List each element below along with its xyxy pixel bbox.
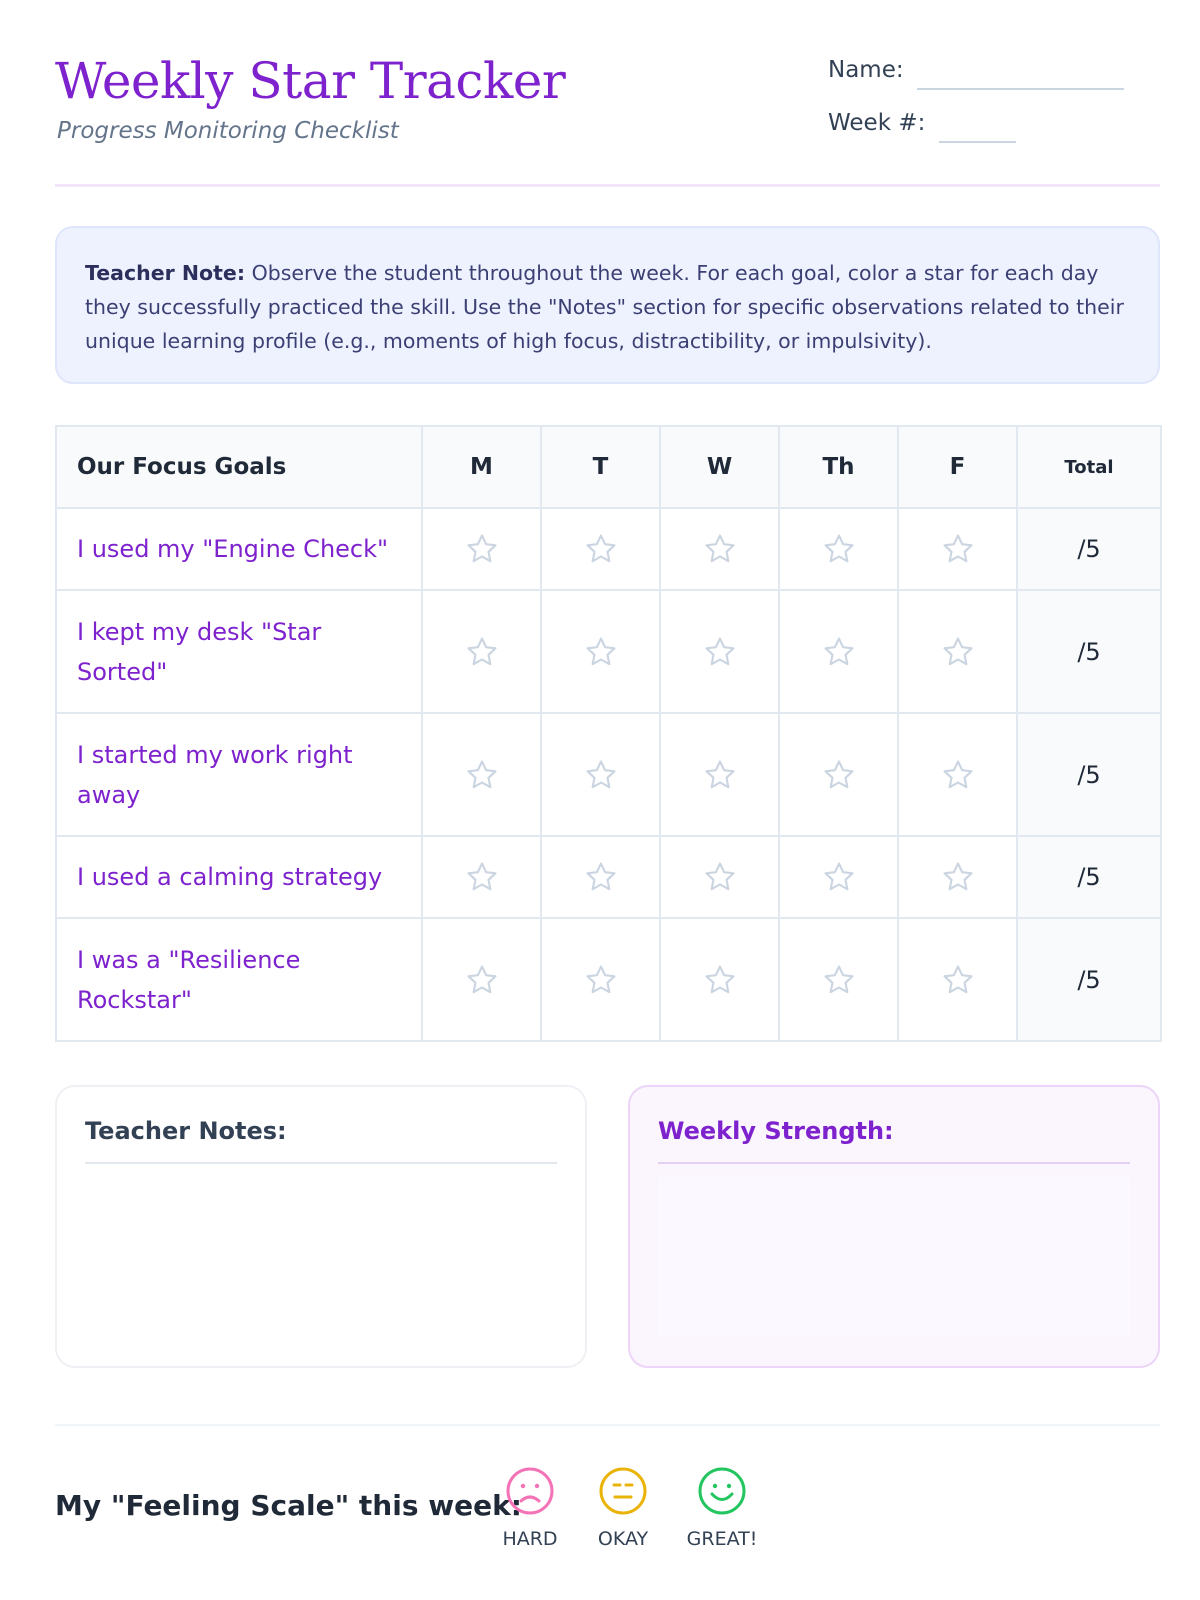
star-outline-icon	[703, 635, 737, 669]
teacher-note-heading: Teacher Note:	[85, 261, 246, 285]
star-cell[interactable]	[898, 836, 1017, 918]
sad-face-icon	[505, 1466, 555, 1516]
goal-label: I kept my desk "Star Sorted"	[56, 590, 422, 713]
star-outline-icon	[703, 963, 737, 997]
weekly-strength-title: Weekly Strength:	[658, 1117, 894, 1145]
goal-label: I was a "Resilience Rockstar"	[56, 918, 422, 1041]
happy-face-icon	[697, 1466, 747, 1516]
feeling-label-hard: HARD	[502, 1528, 558, 1550]
header-total: Total	[1017, 426, 1161, 508]
star-outline-icon	[465, 758, 499, 792]
header-thursday: Th	[779, 426, 898, 508]
total-cell: /5	[1017, 918, 1161, 1041]
feeling-option-okay[interactable]	[573, 1466, 673, 1550]
star-outline-icon	[465, 860, 499, 894]
star-outline-icon	[822, 758, 856, 792]
star-outline-icon	[584, 758, 618, 792]
star-cell[interactable]	[898, 918, 1017, 1041]
star-cell[interactable]	[898, 713, 1017, 836]
star-cell[interactable]	[779, 590, 898, 713]
feeling-option-hard[interactable]	[480, 1466, 580, 1550]
star-outline-icon	[584, 860, 618, 894]
star-outline-icon	[465, 963, 499, 997]
star-cell[interactable]	[779, 508, 898, 590]
star-cell[interactable]	[541, 918, 660, 1041]
star-cell[interactable]	[422, 590, 541, 713]
total-cell: /5	[1017, 836, 1161, 918]
star-outline-icon	[465, 635, 499, 669]
total-cell: /5	[1017, 508, 1161, 590]
neutral-face-icon	[598, 1466, 648, 1516]
feeling-scale-label: My "Feeling Scale" this week:	[55, 1489, 522, 1522]
feeling-label-great: GREAT!	[686, 1528, 758, 1550]
page-subtitle: Progress Monitoring Checklist	[57, 118, 399, 144]
name-label: Name:	[828, 57, 904, 83]
header-wednesday: W	[660, 426, 779, 508]
table-header-row	[56, 426, 1161, 508]
table-row	[56, 713, 1161, 836]
star-cell[interactable]	[660, 836, 779, 918]
star-outline-icon	[584, 963, 618, 997]
table-row	[56, 836, 1161, 918]
teacher-notes-divider	[85, 1162, 557, 1164]
star-cell[interactable]	[660, 918, 779, 1041]
page-title: Weekly Star Tracker	[55, 52, 566, 110]
header-tuesday: T	[541, 426, 660, 508]
star-outline-icon	[822, 860, 856, 894]
name-field[interactable]	[917, 88, 1124, 90]
star-outline-icon	[703, 860, 737, 894]
star-cell[interactable]	[541, 508, 660, 590]
star-outline-icon	[465, 532, 499, 566]
header	[55, 52, 1160, 187]
teacher-notes-title: Teacher Notes:	[85, 1117, 287, 1145]
goal-label: I used my "Engine Check"	[56, 508, 422, 590]
star-outline-icon	[941, 963, 975, 997]
star-cell[interactable]	[660, 508, 779, 590]
star-outline-icon	[822, 635, 856, 669]
footer-divider	[55, 1424, 1160, 1426]
star-cell[interactable]	[660, 713, 779, 836]
star-cell[interactable]	[422, 836, 541, 918]
header-friday: F	[898, 426, 1017, 508]
total-cell: /5	[1017, 713, 1161, 836]
star-cell[interactable]	[779, 713, 898, 836]
star-cell[interactable]	[422, 508, 541, 590]
star-outline-icon	[941, 860, 975, 894]
star-cell[interactable]	[541, 836, 660, 918]
table-row	[56, 918, 1161, 1041]
star-outline-icon	[941, 635, 975, 669]
goals-table	[55, 425, 1162, 1042]
star-outline-icon	[941, 758, 975, 792]
weekly-strength-divider	[658, 1162, 1130, 1164]
star-outline-icon	[941, 532, 975, 566]
star-outline-icon	[703, 532, 737, 566]
header-goals: Our Focus Goals	[56, 426, 422, 508]
teacher-notes-box[interactable]	[55, 1085, 587, 1368]
star-cell[interactable]	[422, 713, 541, 836]
star-cell[interactable]	[779, 836, 898, 918]
weekly-strength-area[interactable]	[658, 1177, 1130, 1337]
total-cell: /5	[1017, 590, 1161, 713]
goal-label: I used a calming strategy	[56, 836, 422, 918]
header-monday: M	[422, 426, 541, 508]
star-cell[interactable]	[422, 918, 541, 1041]
worksheet	[55, 0, 1160, 1600]
goal-label: I started my work right away	[56, 713, 422, 836]
star-outline-icon	[703, 758, 737, 792]
star-cell[interactable]	[541, 713, 660, 836]
star-outline-icon	[584, 635, 618, 669]
star-cell[interactable]	[898, 590, 1017, 713]
star-cell[interactable]	[660, 590, 779, 713]
star-cell[interactable]	[541, 590, 660, 713]
star-cell[interactable]	[779, 918, 898, 1041]
table-row	[56, 508, 1161, 590]
weekly-strength-box[interactable]	[628, 1085, 1160, 1368]
table-row	[56, 590, 1161, 713]
feeling-label-okay: OKAY	[597, 1528, 649, 1550]
star-outline-icon	[822, 963, 856, 997]
week-label: Week #:	[828, 110, 926, 136]
feeling-option-great[interactable]	[672, 1466, 772, 1550]
week-field[interactable]	[939, 141, 1016, 143]
teacher-note-text: Observe the student throughout the week. For each goal, color a star for each day they successfully practiced the skill. Use the "Notes" section for specific observations related to their unique learning profile (e.g., moments of high focus, distractibility, or impulsivity).	[85, 261, 1124, 353]
star-outline-icon	[584, 532, 618, 566]
teacher-note	[55, 226, 1160, 384]
star-outline-icon	[822, 532, 856, 566]
star-cell[interactable]	[898, 508, 1017, 590]
